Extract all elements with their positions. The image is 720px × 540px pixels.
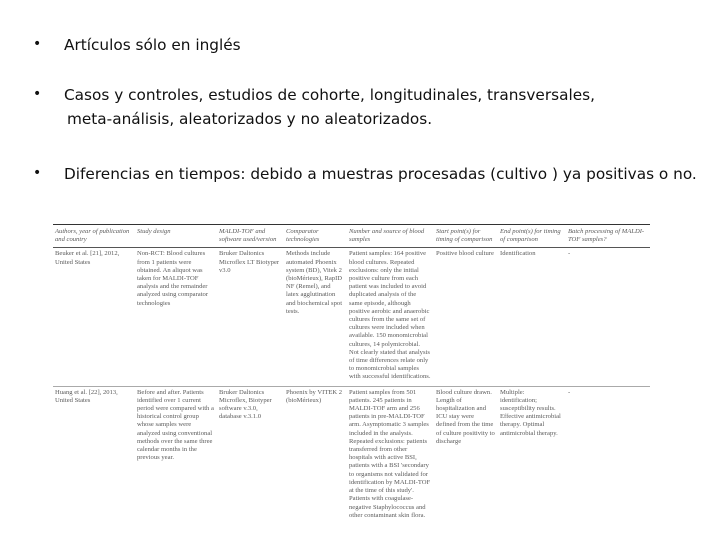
table-cell: Huang et al. [22], 2013, United States: [55, 388, 118, 404]
bullet-line: meta-análisis, aleatorizados y no aleatorizados.: [67, 110, 433, 128]
table-cell: Before and after. Patients identified over 1 current period were compared with a historical control group whose samples were analyzed using conventional methods over the same three calendar months in the previous year.: [137, 388, 214, 462]
table-cell: Phoenix by VITEK 2 (bioMérieux): [286, 388, 343, 404]
bullet-marker: •: [33, 36, 42, 52]
table-cell: -: [568, 388, 571, 396]
table-cell: Blood culture drawn. Length of hospitalization and ICU stay were defined from the time of culture positivity to discharge: [436, 388, 495, 445]
study-table-image: [53, 224, 650, 540]
bullet-text: [64, 33, 241, 57]
table-cell: Positive blood culture: [434, 248, 498, 386]
bullet-line: Casos y controles, estudios de cohorte, longitudinales, transversales,: [64, 86, 595, 104]
table-cell: Patient samples: 164 positive blood cultures. Repeated exclusions: only the initial positive culture from each patient was included to avoid duplicated analysis of the same episode, although positive aerobic and anaerobic cultures from the same set of cultures were included when available. 150 monomicrobial cultures, 14 polymicrobial. Not clearly stated that analysis of time differences relate only to monomicrobial samples with successful identifications.: [347, 248, 434, 386]
bullet-marker: •: [33, 86, 42, 102]
table-cell: Non-RCT: Blood cultures from 1 patients were obtained. An aliquot was taken for MALDI-TOF analysis and the remainder analyzed using comparator technologies: [135, 248, 217, 386]
table-row: [53, 248, 650, 386]
bullet-line: Diferencias en tiempos: debido a muestras procesadas (cultivo ) ya positivas o no.: [64, 165, 697, 183]
table-cell: Methods include automated Phoenix system (BD), Vitek 2 (bioMérieux), RapID NF (Remel), and latex agglutination and biochemical spot tests.: [284, 248, 347, 386]
study-table: [53, 224, 650, 524]
table-cell: Beuker et al. [21], 2012, United States: [53, 248, 135, 386]
table-header-cell: MALDI-TOF and software used/version: [217, 225, 284, 248]
table-header-cell: Number and source of blood samples: [347, 225, 434, 248]
bullet-marker: •: [33, 165, 42, 181]
table-header-cell: Start point(s) for timing of comparison: [434, 225, 498, 248]
table-cell: -: [566, 248, 650, 386]
table-cell: Bruker Daltonics Microflex, Biotyper software v.3.0, database v.3.1.0: [219, 388, 272, 421]
table-cell: Bruker Daltonics Microflex LT Biotyper v3.0: [217, 248, 284, 386]
table-header-row: [53, 225, 650, 248]
table-header-cell: Comparator technologies: [284, 225, 347, 248]
table-cell: Multiple: identification; susceptibility results. Effective antimicrobial therapy. Optimal antimicrobial therapy.: [500, 388, 561, 437]
bullet-text: [64, 83, 595, 131]
bullet-text: [64, 162, 697, 186]
table-row: [53, 386, 650, 524]
table-header-cell: Study design: [135, 225, 217, 248]
table-header-cell: Authors, year of publication and country: [53, 225, 135, 248]
table-cell: Patient samples from 501 patients. 245 patients in MALDI-TOF arm and 256 patients in pre-MALDI-TOF arm. Asymptomatic 3 samples included in the analysis. Repeated exclusions: patients transferred from other hospitals with active BSI, patients with a BSI 'secondary to organisms not validated for identification by MALDI-TOF at the time of this study'. Patients with coagulase-negative Staphylococcus and other contaminant skin flora.: [349, 388, 431, 519]
table-cell: Identification: [498, 248, 566, 386]
table-header-cell: End point(s) for timing of comparison: [498, 225, 566, 248]
table-header-cell: Batch processing of MALDI-TOF samples?: [566, 225, 650, 248]
bullet-line: Artículos sólo en inglés: [64, 36, 241, 54]
